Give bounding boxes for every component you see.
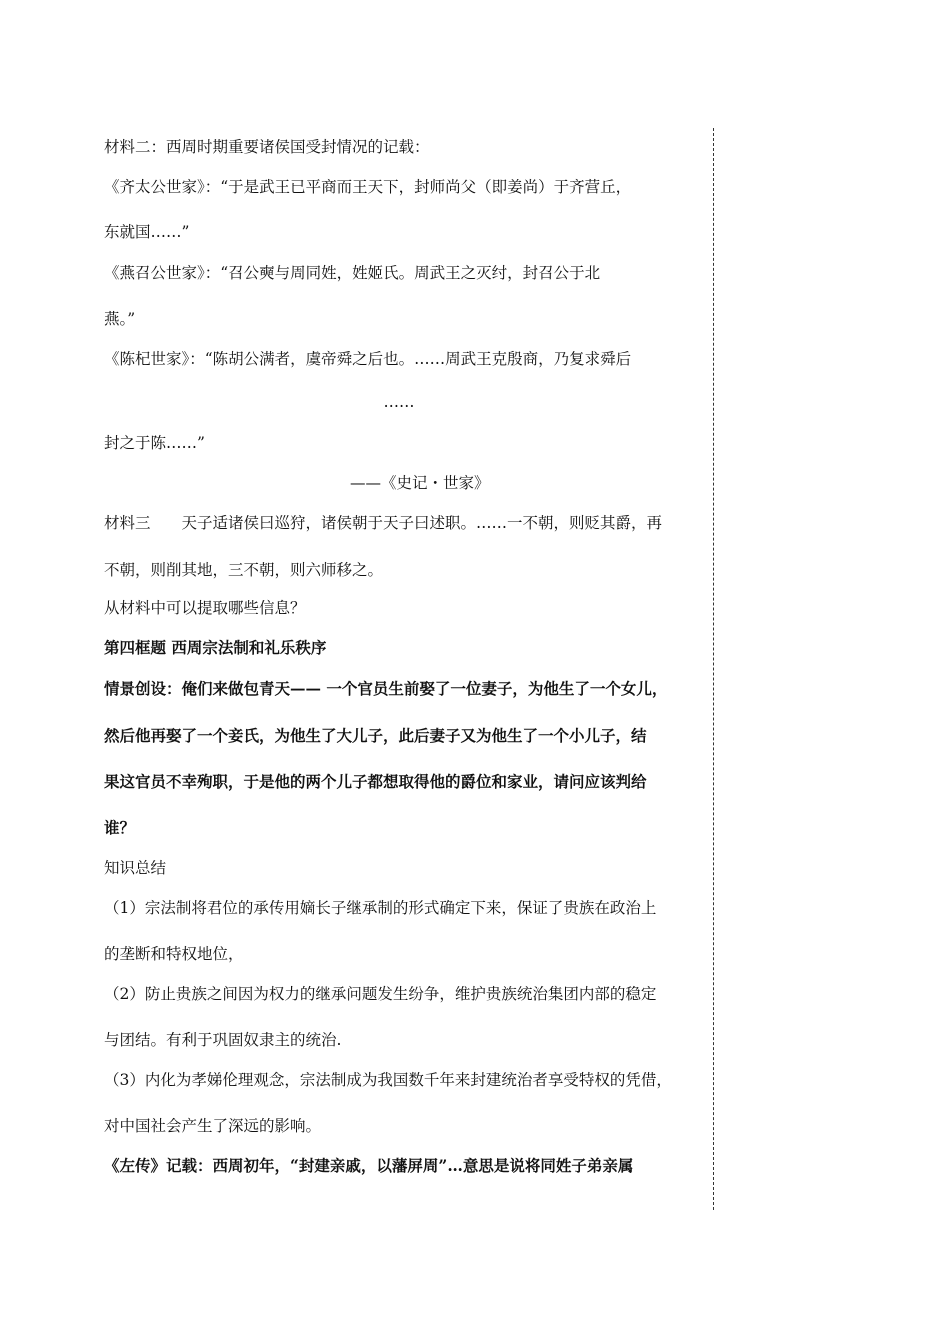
summary-point-1-line-1: （1）宗法制将君位的承传用嫡长子继承制的形式确定下来，保证了贵族在政治上 bbox=[104, 899, 657, 917]
material-three-line-1: 材料三 天子适诸侯曰巡狩，诸侯朝于天子曰述职。……一不朝，则贬其爵，再 bbox=[104, 514, 663, 532]
scenario-line-4: 谁？ bbox=[104, 818, 136, 837]
summary-point-3-line-1: （3）内化为孝娣伦理观念，宗法制成为我国数千年来封建统治者享受特权的凭借， bbox=[104, 1071, 672, 1089]
source-citation: ——《史记・世家》 bbox=[350, 474, 490, 492]
material-three-line-2: 不朝，则削其地，三不朝，则六师移之。 bbox=[104, 561, 384, 579]
chen-qi-quote-line-2: 封之于陈……” bbox=[104, 434, 205, 452]
scenario-line-2: 然后他再娶了一个妾氏，为他生了大儿子，此后妻子又为他生了一个小儿子，结 bbox=[104, 726, 647, 745]
summary-heading: 知识总结 bbox=[104, 859, 167, 877]
question-prompt: 从材料中可以提取哪些信息？ bbox=[104, 599, 306, 617]
qi-taigong-quote-line-1: 《齐太公世家》：“于是武王已平商而王天下，封师尚父（即姜尚）于齐营丘， bbox=[104, 178, 632, 196]
ellipsis-line: …… bbox=[383, 393, 415, 411]
summary-point-1-line-2: 的垄断和特权地位， bbox=[104, 945, 244, 963]
chen-qi-quote-line-1: 《陈杞世家》：“陈胡公满者，虞帝舜之后也。……周武王克殷商，乃复求舜后 bbox=[104, 350, 632, 368]
yan-zhaogong-quote-line-1: 《燕召公世家》：“召公奭与周同姓，姓姬氏。周武王之灭纣，封召公于北 bbox=[104, 264, 601, 282]
material-two-heading: 材料二：西周时期重要诸侯国受封情况的记载： bbox=[104, 138, 430, 156]
qi-taigong-quote-line-2: 东就国……” bbox=[104, 223, 190, 241]
yan-zhaogong-quote-line-2: 燕。” bbox=[104, 310, 136, 328]
scenario-line-3: 果这官员不幸殉职，于是他的两个儿子都想取得他的爵位和家业，请问应该判给 bbox=[104, 772, 647, 791]
scenario-line-1: 情景创设：俺们来做包青天—— 一个官员生前娶了一位妻子，为他生了一个女儿， bbox=[104, 679, 668, 698]
binding-dashed-rule bbox=[713, 128, 714, 1210]
zuozhuan-record-line: 《左传》记载：西周初年，“封建亲戚，以藩屏周”…意思是说将同姓子弟亲属 bbox=[104, 1156, 634, 1175]
section-title: 第四框题 西周宗法制和礼乐秩序 bbox=[104, 638, 327, 657]
summary-point-2-line-1: （2）防止贵族之间因为权力的继承问题发生纷争，维护贵族统治集团内部的稳定 bbox=[104, 985, 657, 1003]
summary-point-3-line-2: 对中国社会产生了深远的影响。 bbox=[104, 1117, 322, 1135]
summary-point-2-line-2: 与团结。有利于巩固奴隶主的统治. bbox=[104, 1031, 342, 1049]
